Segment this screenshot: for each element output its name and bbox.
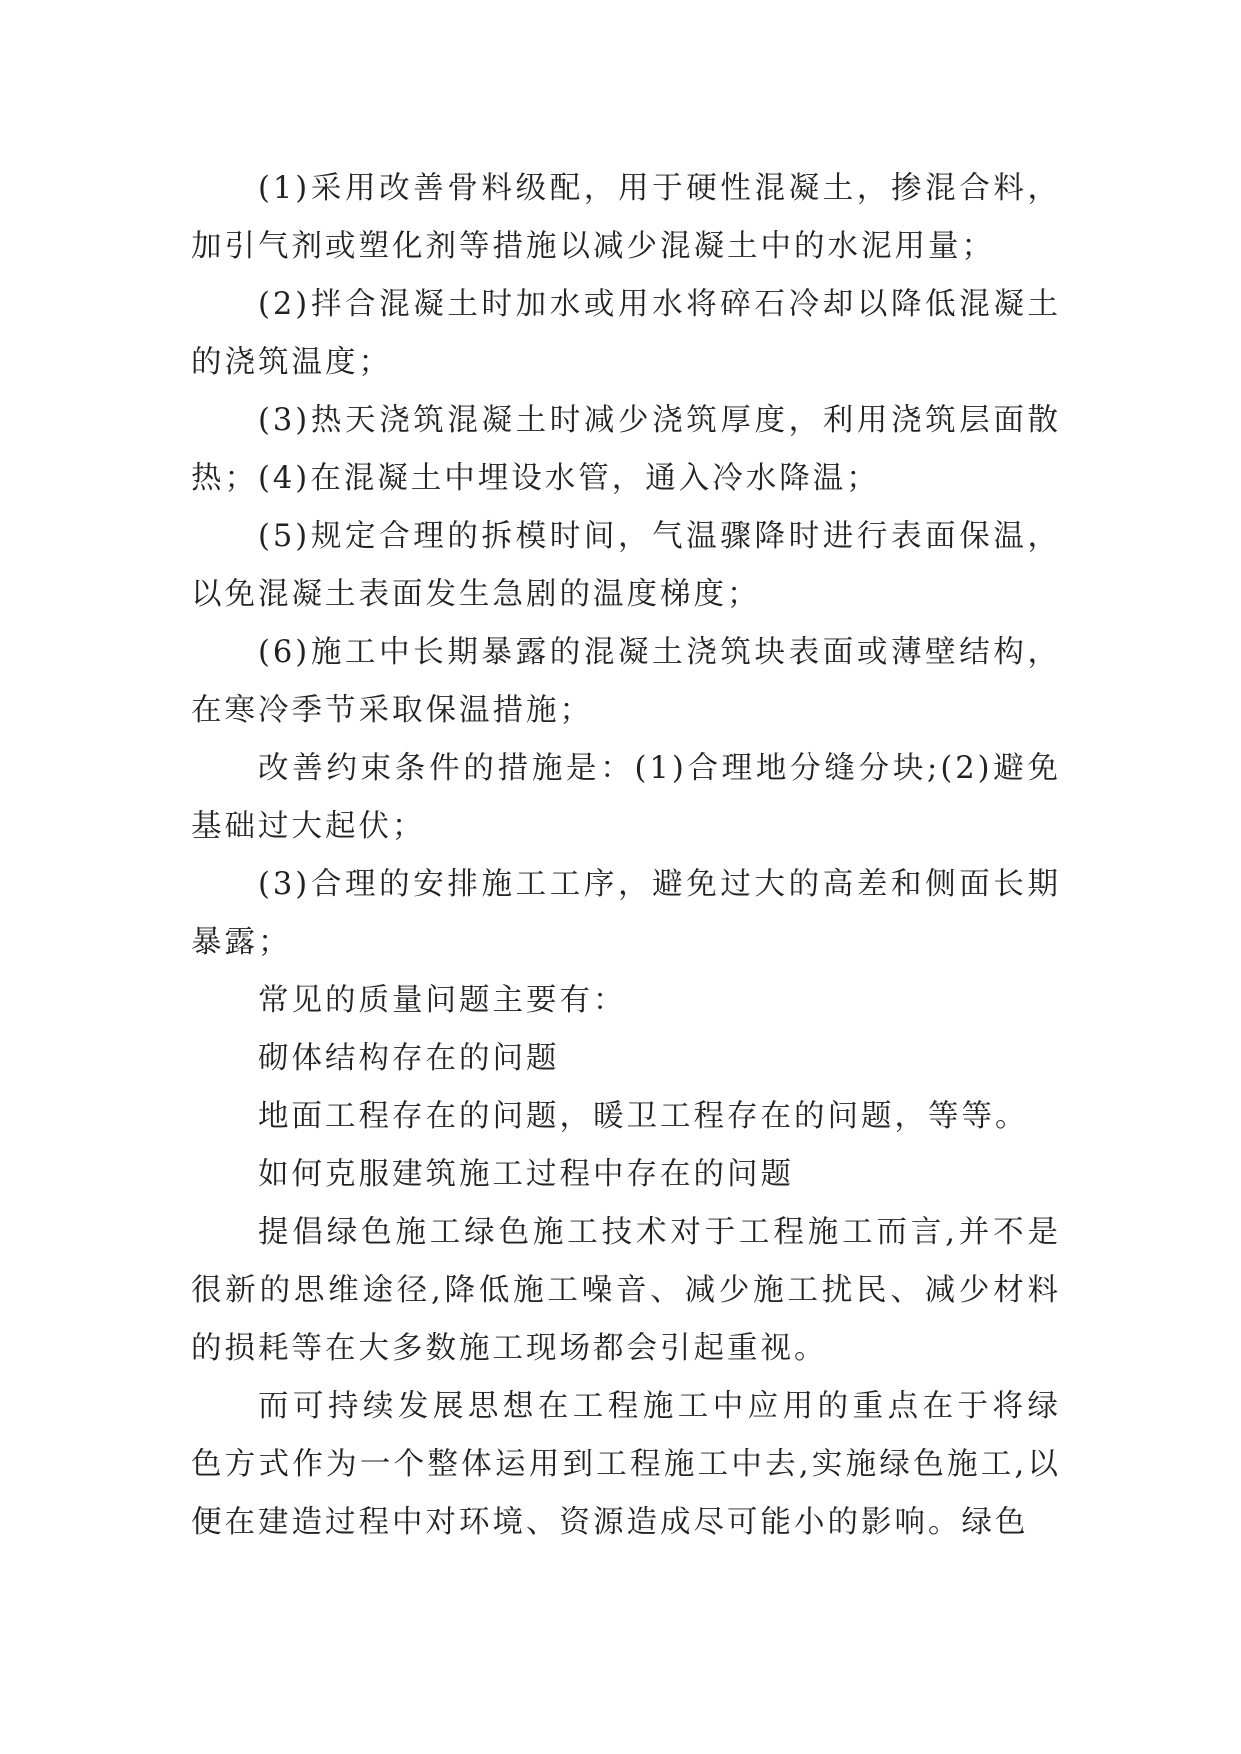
paragraph-green-construction: 提倡绿色施工绿色施工技术对于工程施工而言,并不是很新的思维途径,降低施工噪音、减少施工扰民、减少材料的损耗等在大多数施工现场都会引起重视。 bbox=[191, 1215, 1061, 1366]
paragraph-floor-plumbing-problems: 地面工程存在的问题，暖卫工程存在的问题，等等。 bbox=[258, 1099, 1029, 1134]
paragraph-sustainable-development: 而可持续发展思想在工程施工中应用的重点在于将绿色方式作为一个整体运用到工程施工中去,实施绿色施工,以便在建造过程中对环境、资源造成尽可能小的影响。绿色 bbox=[191, 1389, 1061, 1540]
paragraph-measure-2: (2)拌合混凝土时加水或用水将碎石冷却以降低混凝土的浇筑温度； bbox=[191, 287, 1061, 380]
paragraph-measure-1: (1)采用改善骨料级配，用于硬性混凝土，掺混合料，加引气剂或塑化剂等措施以减少混凝土中的水泥用量； bbox=[191, 171, 1061, 264]
document-body bbox=[191, 160, 1061, 1552]
paragraph-constraint-measure-3: (3)合理的安排施工工序，避免过大的高差和侧面长期暴露； bbox=[191, 867, 1061, 960]
paragraph-common-problems: 常见的质量问题主要有： bbox=[258, 983, 627, 1018]
paragraph-measure-5: (5)规定合理的拆模时间，气温骤降时进行表面保温，以免混凝土表面发生急剧的温度梯度； bbox=[191, 519, 1061, 612]
paragraph-measure-3-4: (3)热天浇筑混凝土时减少浇筑厚度，利用浇筑层面散热；(4)在混凝土中埋设水管，通入冷水降温； bbox=[191, 403, 1061, 496]
paragraph-constraint-measures: 改善约束条件的措施是：(1)合理地分缝分块;(2)避免基础过大起伏； bbox=[191, 751, 1061, 844]
paragraph-measure-6: (6)施工中长期暴露的混凝土浇筑块表面或薄壁结构，在寒冷季节采取保温措施； bbox=[191, 635, 1061, 728]
paragraph-overcome-problems-heading: 如何克服建筑施工过程中存在的问题 bbox=[258, 1157, 794, 1192]
paragraph-masonry-problems: 砌体结构存在的问题 bbox=[258, 1041, 560, 1076]
